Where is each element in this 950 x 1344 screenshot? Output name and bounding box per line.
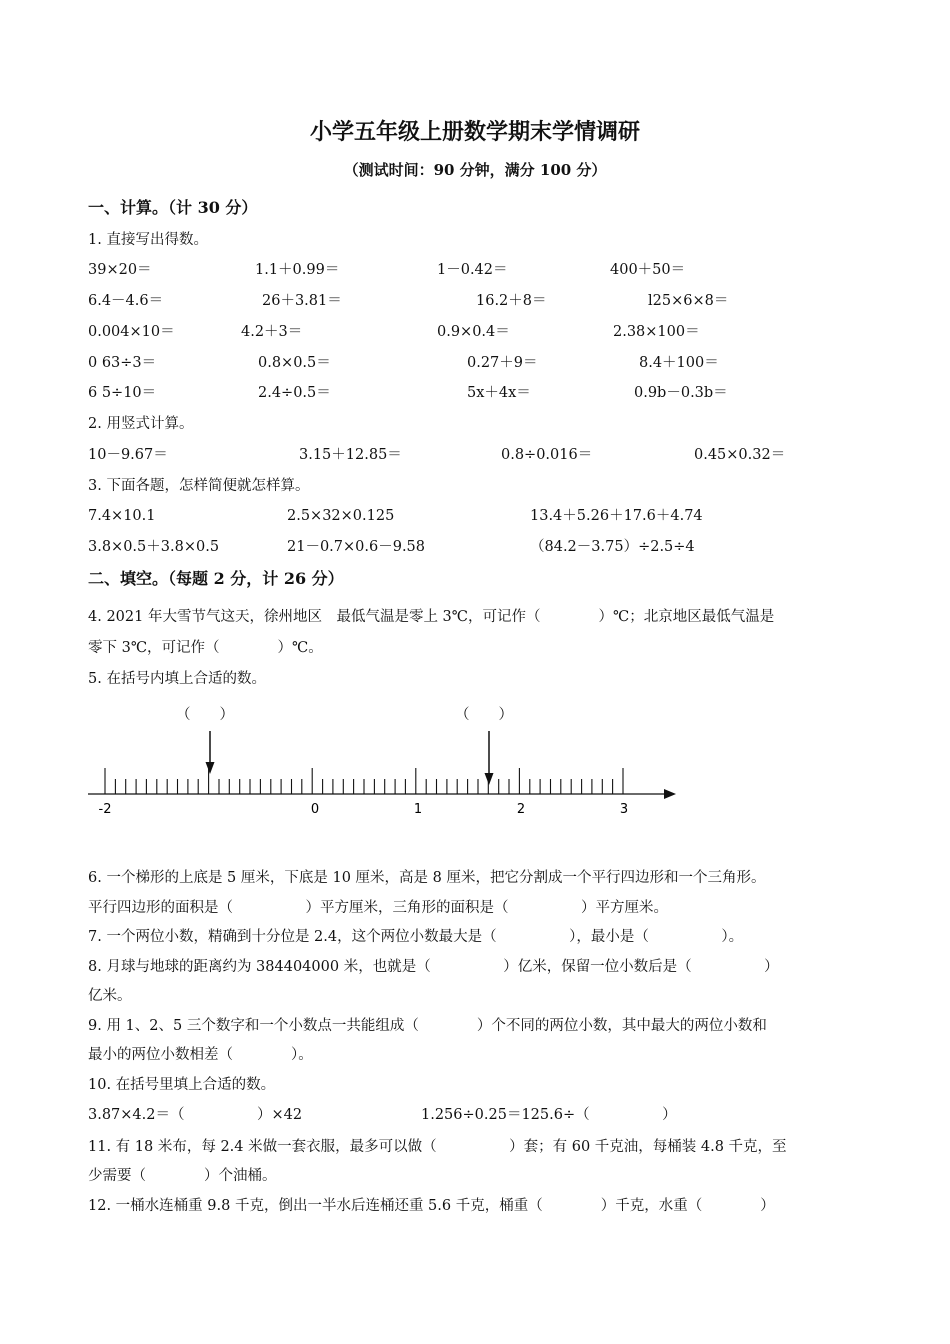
tick-label: 1 xyxy=(413,802,423,817)
q1-item: 400＋50＝ xyxy=(610,262,686,278)
q11-line2: 少需要（ ）个油桶。 xyxy=(88,1168,277,1184)
q1-item: 16.2＋8＝ xyxy=(476,293,547,309)
page-title: 小学五年级上册数学期末学情调研 xyxy=(309,119,640,145)
q1-item: 1－0.42＝ xyxy=(437,262,508,278)
q10-label: 10. 在括号里填上合适的数。 xyxy=(88,1077,276,1093)
q1-item: 2.4÷0.5＝ xyxy=(258,385,331,401)
q12: 12. 一桶水连桶重 9.8 千克，倒出一半水后连桶还重 5.6 千克，桶重（ ）千克，水重（ ） xyxy=(88,1198,775,1214)
q6-line1: 6. 一个梯形的上底是 5 厘米，下底是 10 厘米，高是 8 厘米，把它分割成一个平行四边形和一个三角形。 xyxy=(88,870,766,886)
q9-line1: 9. 用 1、2、5 三个数字和一个小数点一共能组成（ ）个不同的两位小数，其中最大的两位小数和 xyxy=(88,1018,767,1034)
q1-item: 26＋3.81＝ xyxy=(262,293,342,309)
q8-line1: 8. 月球与地球的距离约为 384404000 米，也就是（ ）亿米，保留一位小数后是（ ） xyxy=(88,959,779,975)
q1-item: 0.9b－0.3b＝ xyxy=(634,385,728,401)
q1-item: 8.4＋100＝ xyxy=(639,355,719,371)
q4-line2: 零下 3℃，可记作（ ）℃。 xyxy=(88,640,323,656)
q1-item: 0.27＋9＝ xyxy=(467,355,538,371)
q7: 7. 一个两位小数，精确到十分位是 2.4，这个两位小数最大是（ ），最小是（ ）。 xyxy=(88,929,744,945)
tick-label: 0 xyxy=(310,802,320,817)
numberline-blank-right: （ ） xyxy=(455,707,513,723)
q1-item: 2.38×100＝ xyxy=(613,324,700,340)
section-2-heading: 二、填空。（每题 2 分，计 26 分） xyxy=(88,569,344,588)
q1-item: 6.4－4.6＝ xyxy=(88,293,164,309)
number-line-ticks xyxy=(105,768,623,794)
section-1-heading: 一、计算。（计 30 分） xyxy=(88,198,258,217)
q2-item: 0.8÷0.016＝ xyxy=(501,447,593,463)
q2-item: 10－9.67＝ xyxy=(88,447,168,463)
tick-label: -2 xyxy=(98,802,112,817)
q10-b: 1.256÷0.25＝125.6÷（ ） xyxy=(421,1107,677,1123)
q3-label: 3. 下面各题，怎样简便就怎样算。 xyxy=(88,478,310,494)
q2-item: 3.15＋12.85＝ xyxy=(299,447,402,463)
tick-label: 2 xyxy=(516,802,526,817)
q1-item: 4.2＋3＝ xyxy=(241,324,303,340)
q11-line1: 11. 有 18 米布，每 2.4 米做一套衣服，最多可以做（ ）套；有 60 千克油，每桶装 4.8 千克，至 xyxy=(88,1139,787,1155)
page-subtitle: （测试时间：90 分钟，满分 100 分） xyxy=(343,161,607,179)
q6-line2: 平行四边形的面积是（ ）平方厘米，三角形的面积是（ ）平方厘米。 xyxy=(88,900,668,916)
q3-item: （84.2－3.75）÷2.5÷4 xyxy=(530,539,695,555)
q5-label: 5. 在括号内填上合适的数。 xyxy=(88,671,266,687)
q1-item: 6 5÷10＝ xyxy=(88,385,157,401)
q1-label: 1. 直接写出得数。 xyxy=(88,232,208,248)
q2-label: 2. 用竖式计算。 xyxy=(88,416,194,432)
q9-line2: 最小的两位小数相差（ ）。 xyxy=(88,1047,313,1063)
q3-item: 13.4＋5.26＋17.6＋4.74 xyxy=(530,508,703,524)
q4-line1: 4. 2021 年大雪节气这天，徐州地区 最低气温是零上 3℃，可记作（ ）℃；北京地区最低气温是 xyxy=(88,609,775,625)
q1-item: 0.9×0.4＝ xyxy=(437,324,510,340)
q1-item: 0.8×0.5＝ xyxy=(258,355,331,371)
q3-item: 21－0.7×0.6－9.58 xyxy=(287,539,426,555)
pointer-arrowhead-right xyxy=(485,773,494,785)
axis-arrowhead xyxy=(664,789,676,799)
tick-label: 3 xyxy=(619,802,629,817)
q1-item: 39×20＝ xyxy=(88,262,152,278)
q1-item: 0 63÷3＝ xyxy=(88,355,157,371)
q2-item: 0.45×0.32＝ xyxy=(694,447,786,463)
numberline-blank-left: （ ） xyxy=(176,707,234,723)
q3-item: 3.8×0.5＋3.8×0.5 xyxy=(88,539,220,555)
pointer-arrowhead-left xyxy=(206,762,215,774)
q10-a: 3.87×4.2＝（ ）×42 xyxy=(88,1107,303,1123)
q1-item: 0.004×10＝ xyxy=(88,324,175,340)
q1-item: l25×6×8＝ xyxy=(648,293,729,309)
q1-item: 1.1＋0.99＝ xyxy=(255,262,340,278)
q8-line2: 亿米。 xyxy=(88,988,132,1004)
q3-item: 2.5×32×0.125 xyxy=(287,508,395,524)
q3-item: 7.4×10.1 xyxy=(88,508,156,524)
q1-item: 5x＋4x＝ xyxy=(467,385,531,401)
